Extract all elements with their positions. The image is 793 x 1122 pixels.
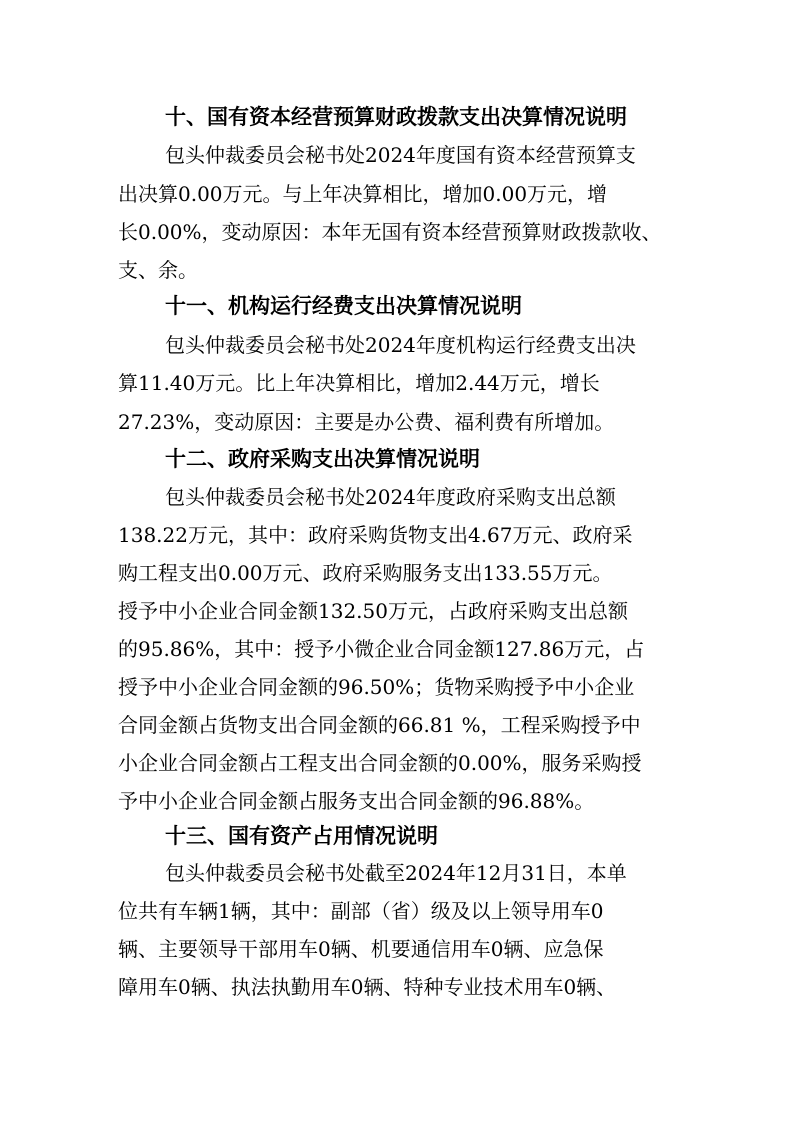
section-11-line-1: 包头仲裁委员会秘书处2024年度机构运行经费支出决 xyxy=(165,333,636,357)
section-12-line-8: 小企业合同金额占工程支出合同金额的0.00%，服务采购授 xyxy=(118,751,642,775)
section-13-line-2: 位共有车辆1辆，其中：副部（省）级及以上领导用车0 xyxy=(118,899,604,923)
section-12-line-9: 予中小企业合同金额占服务支出合同金额的96.88%。 xyxy=(118,789,595,813)
section-10-line-3: 长0.00%，变动原因：本年无国有资本经营预算财政拨款收、 xyxy=(118,220,662,244)
section-12-line-4: 授予中小企业合同金额132.50万元，占政府采购支出总额 xyxy=(118,599,628,623)
section-11-line-3: 27.23%，变动原因：主要是办公费、福利费有所增加。 xyxy=(118,410,615,434)
section-11-heading: 十一、机构运行经费支出决算情况说明 xyxy=(165,294,522,318)
section-10-line-1: 包头仲裁委员会秘书处2024年度国有资本经营预算支 xyxy=(165,143,636,167)
section-13-line-3: 辆、主要领导干部用车0辆、机要通信用车0辆、应急保 xyxy=(118,937,604,961)
section-11-line-2: 算11.40万元。比上年决算相比，增加2.44万元，增长 xyxy=(118,371,600,395)
section-10-line-4: 支、余。 xyxy=(118,258,198,282)
section-12-line-3: 购工程支出0.00万元、政府采购服务支出133.55万元。 xyxy=(118,561,613,585)
section-13-heading: 十三、国有资产占用情况说明 xyxy=(165,824,438,848)
section-12-line-6: 授予中小企业合同金额的96.50%；货物采购授予中小企业 xyxy=(118,675,635,699)
section-13-line-1: 包头仲裁委员会秘书处截至2024年12月31日，本单 xyxy=(165,861,627,885)
section-10-heading: 十、国有资本经营预算财政拨款支出决算情况说明 xyxy=(165,105,627,129)
section-12-line-5: 的95.86%，其中：授予小微企业合同金额127.86万元，占 xyxy=(118,637,645,661)
section-13-line-4: 障用车0辆、执法执勤用车0辆、特种专业技术用车0辆、 xyxy=(118,975,617,999)
section-12-line-1: 包头仲裁委员会秘书处2024年度政府采购支出总额 xyxy=(165,485,616,509)
section-12-line-7: 合同金额占货物支出合同金额的66.81 %，工程采购授予中 xyxy=(118,713,641,737)
section-12-heading: 十二、政府采购支出决算情况说明 xyxy=(165,447,480,471)
section-12-line-2: 138.22万元，其中：政府采购货物支出4.67万元、政府采 xyxy=(118,523,633,547)
section-10-line-2: 出决算0.00万元。与上年决算相比，增加0.00万元，增 xyxy=(118,182,608,206)
